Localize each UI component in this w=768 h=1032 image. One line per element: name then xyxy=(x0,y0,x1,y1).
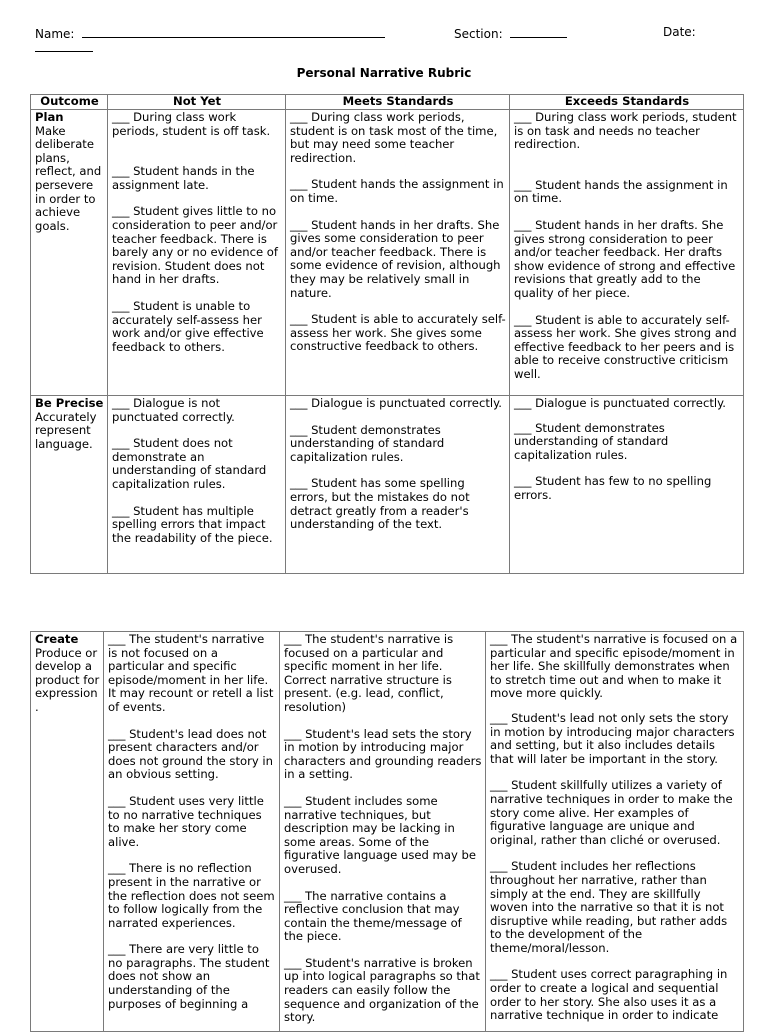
outcome-description: Produce or develop a product for expression. xyxy=(35,645,100,714)
outcome-title: Create xyxy=(35,632,79,646)
rubric-table-2 xyxy=(30,631,744,1032)
section-field xyxy=(454,25,567,41)
outcome-cell xyxy=(31,110,108,396)
date-blank[interactable] xyxy=(35,39,93,52)
rubric-table-1 xyxy=(30,94,744,574)
outcome-cell xyxy=(31,632,104,1032)
rubric-row-be-precise xyxy=(31,396,744,574)
criterion-item: ___ Student has some spelling errors, but the mistakes do not detract greatly from a reader's understanding of the text. xyxy=(290,476,470,532)
section-label: Section: xyxy=(454,27,503,41)
outcome-cell xyxy=(31,396,108,574)
criterion-item: ___ During class work periods, student is on task most of the time, but may need some teacher redirection. xyxy=(290,110,498,165)
outcome-description: Accurately represent language. xyxy=(35,409,97,451)
exceeds-cell xyxy=(510,396,744,574)
criterion-item: ___ Student hands in her drafts. She gives strong consideration to peer and/or teacher feedback. Her drafts show evidence of strong and effective revisions that greatly add to the quality of her piece. xyxy=(514,217,736,300)
criterion-item: ___ During class work periods, student is on task and needs no teacher redirection. xyxy=(514,110,737,152)
criterion-item: ___ Student hands the assignment in on time. xyxy=(290,177,504,205)
date-blank-row xyxy=(35,39,93,55)
meets-cell xyxy=(286,110,510,396)
criterion-item: ___ The student's narrative is focused on a particular and specific episode/moment in her life. She skillfully demonstrates when to stretch time out and when to make it move more quickly. xyxy=(490,632,738,701)
header-outcome: Outcome xyxy=(31,95,108,110)
criterion-item: ___ Student is able to accurately self-assess her work. She gives strong and effective feedback to her peers and is able to receive constructive criticism well. xyxy=(514,312,737,381)
outcome-title: Be Precise xyxy=(35,396,104,410)
criterion-item: ___ Student has few to no spelling errors. xyxy=(514,474,712,502)
criterion-item: ___ Dialogue is not punctuated correctly. xyxy=(112,396,235,424)
criterion-item: ___ Student uses correct paragraphing in order to create a logical and sequential order to her story. She also uses it as a narrative technique in order to indicate xyxy=(490,967,728,1023)
criterion-item: ___ Student demonstrates understanding of standard capitalization rules. xyxy=(290,422,445,464)
rubric-header-row xyxy=(31,95,744,110)
criterion-item: ___ Student includes some narrative techniques, but description may be lacking in some areas. Some of the figurative language used may be overused. xyxy=(284,793,476,876)
criterion-item: ___ Student includes her reflections throughout her narrative, rather than simply at the end. They are skillfully woven into the narrative so that it is not disruptive while reading, but rather adds to the development of the theme/moral/lesson. xyxy=(490,859,728,955)
criterion-item: ___ Student hands the assignment in on time. xyxy=(514,177,728,206)
outcome-title: Plan xyxy=(35,110,64,124)
criterion-item: ___ Student uses very little to no narrative techniques to make her story come alive. xyxy=(108,793,264,849)
criterion-item: ___ There is no reflection present in the narrative or the reflection does not seem to follow logically from the narrated experiences. xyxy=(108,861,275,930)
criterion-item: ___ There are very little to no paragraphs. The student does not show an understanding of the purposes of beginning a xyxy=(108,942,270,1011)
meets-cell xyxy=(286,396,510,574)
criterion-item: ___ Student's narrative is broken up into logical paragraphs so that readers can easily follow the sequence and organization of the story. xyxy=(284,955,480,1025)
exceeds-cell xyxy=(510,110,744,396)
outcome-description: Make deliberate plans, reflect, and persevere in order to achieve goals. xyxy=(35,123,102,233)
criterion-item: ___ The student's narrative is focused on a particular and specific moment in her life. Correct narrative structure is present. (e.g. lead, conflict, resolution) xyxy=(284,632,454,714)
criterion-item: ___ Student demonstrates understanding of standard capitalization rules. xyxy=(514,420,669,462)
criterion-item: ___ Student is able to accurately self-assess her work. She gives some constructive feedback to others. xyxy=(290,312,506,354)
criterion-item: ___ Dialogue is punctuated correctly. xyxy=(290,396,502,410)
criterion-item: ___ Student hands in her drafts. She gives some consideration to peer and/or teacher feedback. There is some evidence of revision, although they may be relatively small in nature. xyxy=(290,217,501,300)
criterion-item: ___ The student's narrative is not focused on a particular and specific episode/moment in her life. It may recount or retell a list of events. xyxy=(108,632,274,714)
criterion-item: ___ Student has multiple spelling errors that impact the readability of the piece. xyxy=(112,503,273,545)
criterion-item: ___ Dialogue is punctuated correctly. xyxy=(514,396,726,410)
criterion-item: ___ Student's lead does not present characters and/or does not ground the story in an obvious setting. xyxy=(108,726,273,782)
header-meets-standards: Meets Standards xyxy=(286,95,510,110)
exceeds-cell xyxy=(486,632,744,1032)
header-exceeds-standards: Exceeds Standards xyxy=(510,95,744,110)
date-label: Date: xyxy=(663,25,696,39)
name-blank[interactable] xyxy=(82,25,385,38)
criterion-item: ___ During class work periods, student is off task. xyxy=(112,110,271,138)
page-title: Personal Narrative Rubric xyxy=(296,66,472,80)
not-yet-cell xyxy=(104,632,280,1032)
rubric-row-create xyxy=(31,632,744,1032)
name-label: Name: xyxy=(35,27,75,41)
criterion-item: ___ Student gives little to no consideration to peer and/or teacher feedback. There is barely any or no evidence of revision. Student does not hand in her drafts. xyxy=(112,204,278,287)
criterion-item: ___ Student does not demonstrate an understanding of standard capitalization rules. xyxy=(112,436,267,491)
rubric-row-plan xyxy=(31,110,744,396)
criterion-item: ___ Student's lead sets the story in motion by introducing major characters and grounding readers in a setting. xyxy=(284,726,482,782)
date-field xyxy=(663,25,696,39)
not-yet-cell xyxy=(108,396,286,574)
criterion-item: ___ Student skillfully utilizes a variety of narrative techniques in order to make the story come alive. Her examples of figurative language are unique and original, rather than cliché or overused. xyxy=(490,778,733,847)
criterion-item: ___ Student hands in the assignment late. xyxy=(112,164,255,192)
criterion-item: ___ The narrative contains a reflective conclusion that may contain the theme/message of the piece. xyxy=(284,888,462,944)
header-not-yet: Not Yet xyxy=(108,95,286,110)
meets-cell xyxy=(280,632,486,1032)
section-blank[interactable] xyxy=(510,25,567,38)
not-yet-cell xyxy=(108,110,286,396)
criterion-item: ___ Student's lead not only sets the story in motion by introducing major characters and setting, but it also includes details that will later be important in the story. xyxy=(490,710,735,766)
criterion-item: ___ Student is unable to accurately self-assess her work and/or give effective feedback to others. xyxy=(112,298,264,354)
